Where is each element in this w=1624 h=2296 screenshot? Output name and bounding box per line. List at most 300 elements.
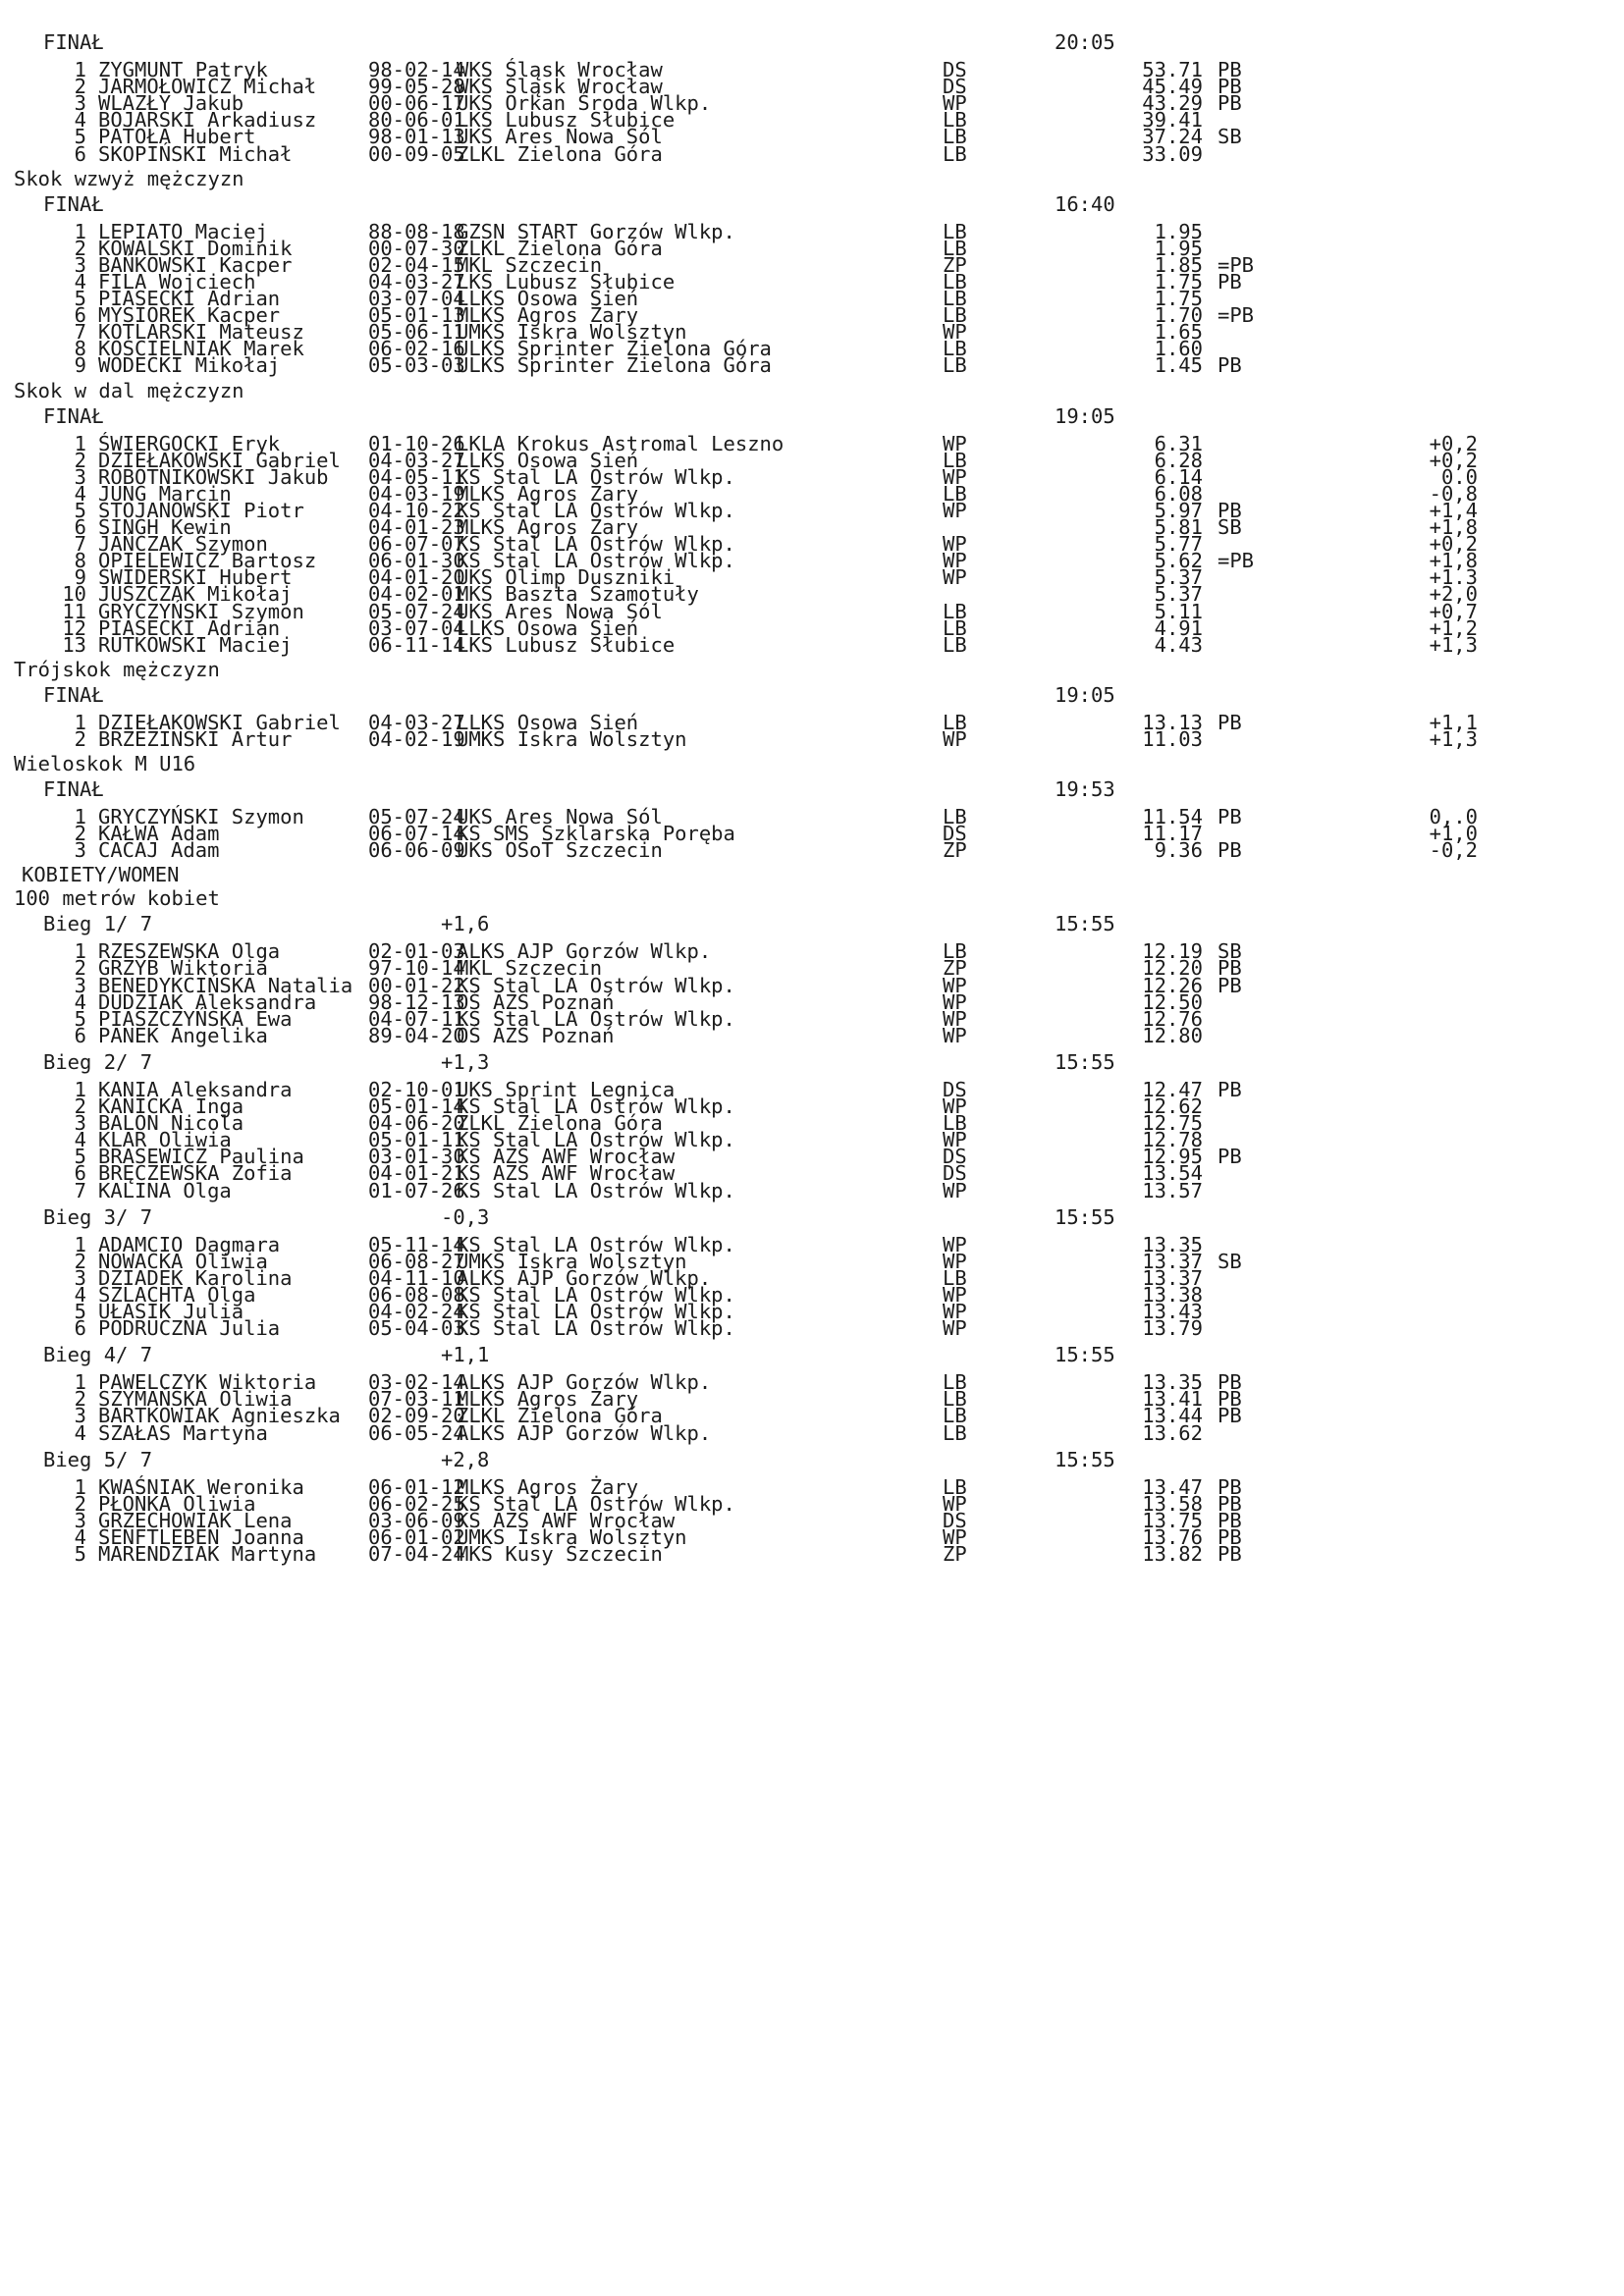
region-code: ZP — [943, 838, 967, 863]
club-name: KS Stal LA Ostrów Wlkp. — [457, 1006, 735, 1031]
region-code: LB — [943, 805, 967, 828]
round-label: FINAŁ — [43, 777, 104, 801]
club-name: KS AZS AWF Wrocław — [457, 1145, 676, 1169]
athlete-name: ADAMCIO Dagmara — [98, 1232, 281, 1256]
wind-value: +1.3 — [1429, 565, 1478, 590]
birth-date: 04-06-20 — [368, 1111, 465, 1136]
club-name: KS AZS AWF Wrocław — [457, 1508, 676, 1532]
rank: 2 — [74, 1095, 86, 1118]
rank: 2 — [74, 1491, 86, 1516]
round-time: 15:55 — [1055, 1343, 1115, 1367]
round-time: 16:40 — [1055, 191, 1115, 216]
athlete-name: KOTLARSKI Mateusz — [98, 320, 304, 345]
region-code: LB — [943, 448, 967, 472]
result-row — [0, 1421, 1532, 1445]
rank: 2 — [74, 1387, 86, 1412]
athlete-name: UŁASIK Julia — [98, 1300, 244, 1323]
rank: 6 — [74, 303, 86, 328]
rank: 3 — [74, 1111, 86, 1136]
result-value: 1.95 — [1154, 219, 1203, 243]
result-value: 1.45 — [1154, 353, 1203, 378]
athlete-name: JARMOŁOWICZ Michał — [98, 75, 317, 99]
birth-date: 03-07-04 — [368, 287, 465, 310]
region-code: WP — [943, 498, 967, 522]
round-time: 20:05 — [1055, 30, 1115, 54]
region-code: WP — [943, 549, 967, 573]
athlete-name: SKOPIŃSKI Michał — [98, 141, 293, 166]
athlete-name: PANEK Angelika — [98, 1023, 268, 1047]
result-row — [0, 727, 1532, 751]
birth-date: 06-01-02 — [368, 1524, 465, 1549]
athlete-name: KANIA Aleksandra — [98, 1077, 293, 1101]
rank: 3 — [74, 838, 86, 863]
result-value: 13.79 — [1142, 1316, 1203, 1341]
result-value: 4.91 — [1154, 615, 1203, 640]
region-code: WP — [943, 1491, 967, 1516]
birth-date: 04-02-19 — [368, 726, 465, 751]
region-code: WP — [943, 1316, 967, 1341]
result-value: 13.35 — [1142, 1232, 1203, 1256]
rank: 3 — [74, 973, 86, 997]
birth-date: 02-09-20 — [368, 1404, 465, 1428]
rank: 1 — [74, 1232, 86, 1256]
record-note: =PB — [1218, 252, 1255, 277]
result-value: 12.47 — [1142, 1077, 1203, 1101]
birth-date: 00-06-17 — [368, 91, 465, 116]
region-code: LB — [943, 1387, 967, 1412]
result-value: 12.50 — [1142, 989, 1203, 1014]
rank: 6 — [74, 1161, 86, 1186]
athlete-name: BRZEZINSKI Artur — [98, 726, 293, 751]
region-code: LB — [943, 337, 967, 361]
result-value: 1.75 — [1154, 287, 1203, 310]
birth-date: 05-11-14 — [368, 1232, 465, 1256]
club-name: KS Stal LA Ostrów Wlkp. — [457, 1300, 735, 1323]
birth-date: 05-01-11 — [368, 1128, 465, 1152]
result-value: 13.43 — [1142, 1300, 1203, 1323]
event-text: Trójskok mężczyzn — [14, 657, 220, 681]
result-row — [0, 1316, 1532, 1340]
record-note: PB — [1218, 710, 1242, 734]
result-value: 5.62 — [1154, 549, 1203, 573]
region-code: LB — [943, 1111, 967, 1136]
club-name: ULKS Sprinter Zielona Góra — [457, 353, 772, 378]
athlete-name: RUTKOWSKI Maciej — [98, 632, 293, 657]
club-name: UKS OSoT Szczecin — [457, 838, 663, 863]
region-code: LB — [943, 939, 967, 964]
rank: 1 — [74, 1370, 86, 1395]
rank: 4 — [74, 269, 86, 294]
athlete-name: JUSZCZAK Mikołaj — [98, 582, 293, 607]
club-name: LKS Lubusz Słubice — [457, 269, 676, 294]
result-value: 5.77 — [1154, 532, 1203, 557]
region-code: LB — [943, 481, 967, 506]
wind-value: 0,.0 — [1429, 805, 1478, 828]
club-name: KS Stal LA Ostrów Wlkp. — [457, 498, 735, 522]
rank: 4 — [74, 1420, 86, 1445]
birth-date: 98-01-13 — [368, 125, 465, 149]
rank: 9 — [74, 565, 86, 590]
club-name: MLKS Agros Żary — [457, 1474, 639, 1499]
result-row — [0, 353, 1532, 377]
result-value: 11.17 — [1142, 822, 1203, 846]
club-name: UMKS Iskra Wolsztyn — [457, 320, 687, 345]
record-note: PB — [1218, 956, 1242, 981]
athlete-name: BAŃKOWSKI Kacper — [98, 252, 293, 277]
region-code: LB — [943, 599, 967, 623]
result-row — [0, 633, 1532, 657]
result-value: 12.20 — [1142, 956, 1203, 981]
rank: 1 — [74, 710, 86, 734]
region-code: WP — [943, 726, 967, 751]
club-name: ZLKL Zielona Góra — [457, 141, 663, 166]
club-name: KS Stal LA Ostrów Wlkp. — [457, 1178, 735, 1202]
region-code: LB — [943, 1265, 967, 1290]
event-title — [14, 752, 897, 775]
rank: 3 — [74, 464, 86, 489]
club-name: ALKS AJP Gorzów Wlkp. — [457, 939, 712, 964]
round-header — [43, 1448, 1221, 1471]
rank: 5 — [74, 287, 86, 310]
rank: 5 — [74, 125, 86, 149]
rank: 11 — [62, 599, 86, 623]
round-time: 19:53 — [1055, 777, 1115, 801]
region-code: DS — [943, 822, 967, 846]
rank: 7 — [74, 532, 86, 557]
birth-date: 06-02-25 — [368, 1491, 465, 1516]
club-name: OŚ AZS Poznań — [457, 1023, 615, 1047]
birth-date: 03-07-04 — [368, 615, 465, 640]
rank: 1 — [74, 431, 86, 455]
athlete-name: OPIELEWICZ Bartosz — [98, 549, 317, 573]
athlete-name: KANICKA Inga — [98, 1095, 244, 1118]
rank: 13 — [62, 632, 86, 657]
rank: 2 — [74, 448, 86, 472]
rank: 12 — [62, 615, 86, 640]
result-value: 13.47 — [1142, 1474, 1203, 1499]
region-code: LB — [943, 1370, 967, 1395]
birth-date: 04-11-10 — [368, 1265, 465, 1290]
region-code: LB — [943, 632, 967, 657]
region-code: LB — [943, 269, 967, 294]
region-code: WP — [943, 989, 967, 1014]
rank: 4 — [74, 1128, 86, 1152]
result-value: 33.09 — [1142, 141, 1203, 166]
club-name: KS Stal LA Ostrów Wlkp. — [457, 532, 735, 557]
result-row — [0, 1542, 1532, 1566]
birth-date: 06-08-08 — [368, 1282, 465, 1307]
club-name: ALKS AJP Gorzów Wlkp. — [457, 1265, 712, 1290]
athlete-name: WODECKI Mikołaj — [98, 353, 281, 378]
result-value: 13.35 — [1142, 1370, 1203, 1395]
birth-date: 00-01-22 — [368, 973, 465, 997]
rank: 4 — [74, 1524, 86, 1549]
athlete-name: BRĘCZEWSKA Zofia — [98, 1161, 293, 1186]
club-name: LLKS Osowa Sień — [457, 615, 639, 640]
round-header — [43, 683, 1221, 707]
round-label: Bieg 3/ 7 — [43, 1204, 153, 1229]
athlete-name: JUNG Marcin — [98, 481, 232, 506]
club-name: WKS Śląsk Wrocław — [457, 75, 663, 99]
round-label: Bieg 4/ 7 — [43, 1343, 153, 1367]
result-value: 12.62 — [1142, 1095, 1203, 1118]
athlete-name: RZESZEWSKA Olga — [98, 939, 281, 964]
rank: 5 — [74, 498, 86, 522]
record-note: PB — [1218, 269, 1242, 294]
record-note: PB — [1218, 1542, 1242, 1566]
result-value: 12.26 — [1142, 973, 1203, 997]
region-code: ZP — [943, 956, 967, 981]
club-name: ALKS AJP Gorzów Wlkp. — [457, 1370, 712, 1395]
rank: 2 — [74, 75, 86, 99]
wind-value: +1,4 — [1429, 498, 1478, 522]
athlete-name: GRYCZYŃSKI Szymon — [98, 599, 304, 623]
athlete-name: PIASZCZYŃSKA Ewa — [98, 1006, 293, 1031]
club-name: MLKS Agros Żary — [457, 515, 639, 539]
result-value: 1.60 — [1154, 337, 1203, 361]
rank: 4 — [74, 481, 86, 506]
region-code: LB — [943, 353, 967, 378]
birth-date: 06-07-07 — [368, 532, 465, 557]
rank: 5 — [74, 1542, 86, 1566]
birth-date: 06-11-14 — [368, 632, 465, 657]
round-wind: -0,3 — [441, 1204, 490, 1229]
birth-date: 02-01-03 — [368, 939, 465, 964]
birth-date: 04-05-11 — [368, 464, 465, 489]
birth-date: 05-07-24 — [368, 805, 465, 828]
club-name: MLKS Agros Żary — [457, 1387, 639, 1412]
region-code: LB — [943, 1404, 967, 1428]
event-title — [14, 658, 897, 681]
event-title — [14, 886, 897, 910]
rank: 3 — [74, 1265, 86, 1290]
wind-value: +1,0 — [1429, 822, 1478, 846]
rank: 5 — [74, 1006, 86, 1031]
round-header — [43, 912, 1221, 935]
club-name: KS Stal LA Ostrów Wlkp. — [457, 1282, 735, 1307]
result-value: 1.85 — [1154, 252, 1203, 277]
region-code: LB — [943, 141, 967, 166]
birth-date: 06-02-16 — [368, 337, 465, 361]
birth-date: 04-01-20 — [368, 565, 465, 590]
round-header — [43, 1343, 1221, 1366]
birth-date: 02-04-15 — [368, 252, 465, 277]
rank: 4 — [74, 1282, 86, 1307]
birth-date: 00-09-05 — [368, 141, 465, 166]
rank: 1 — [74, 805, 86, 828]
athlete-name: PIASECKI Adrian — [98, 615, 281, 640]
result-value: 13.57 — [1142, 1178, 1203, 1202]
athlete-name: LEPIATO Maciej — [98, 219, 268, 243]
birth-date: 04-10-22 — [368, 498, 465, 522]
rank: 6 — [74, 1316, 86, 1341]
result-value: 5.37 — [1154, 565, 1203, 590]
rank: 1 — [74, 1077, 86, 1101]
round-wind: +1,1 — [441, 1343, 490, 1367]
wind-value: +0,2 — [1429, 532, 1478, 557]
result-value: 9.36 — [1154, 838, 1203, 863]
birth-date: 89-04-20 — [368, 1023, 465, 1047]
birth-date: 04-03-27 — [368, 269, 465, 294]
athlete-name: DUDZIAK Aleksandra — [98, 989, 317, 1014]
region-code: WP — [943, 973, 967, 997]
club-name: WKS Śląsk Wrocław — [457, 58, 663, 81]
club-name: MKL Szczecin — [457, 252, 603, 277]
region-code: DS — [943, 1161, 967, 1186]
club-name: KS AZS AWF Wrocław — [457, 1161, 676, 1186]
rank: 4 — [74, 108, 86, 133]
athlete-name: KOŚCIELNIAK Marek — [98, 337, 304, 361]
athlete-name: NOWACKA Oliwia — [98, 1249, 268, 1273]
club-name: MKS Baszta Szamotuły — [457, 582, 699, 607]
round-label: FINAŁ — [43, 682, 104, 707]
result-value: 6.28 — [1154, 448, 1203, 472]
result-value: 13.44 — [1142, 1404, 1203, 1428]
club-name: MKL Szczecin — [457, 956, 603, 981]
result-value: 53.71 — [1142, 58, 1203, 81]
rank: 1 — [74, 1474, 86, 1499]
club-name: UKS Ares Nowa Sól — [457, 805, 663, 828]
record-note: PB — [1218, 838, 1242, 863]
rank: 6 — [74, 515, 86, 539]
birth-date: 06-01-30 — [368, 549, 465, 573]
rank: 7 — [74, 1178, 86, 1202]
birth-date: 04-03-27 — [368, 710, 465, 734]
record-note: PB — [1218, 1387, 1242, 1412]
region-code: ZP — [943, 252, 967, 277]
athlete-name: SZLACHTA Olga — [98, 1282, 256, 1307]
event-text: Skok wzwyż mężczyzn — [14, 166, 244, 190]
record-note: PB — [1218, 1145, 1242, 1169]
region-code: LB — [943, 108, 967, 133]
birth-date: 04-02-24 — [368, 1300, 465, 1323]
result-row — [0, 1179, 1532, 1202]
region-code: LB — [943, 1420, 967, 1445]
rank: 7 — [74, 320, 86, 345]
region-code: DS — [943, 1145, 967, 1169]
athlete-name: BENEDYKCIŃSKA Natalia — [98, 973, 353, 997]
club-name: UKS Ares Nowa Sól — [457, 599, 663, 623]
athlete-name: DZIEŁAKOWSKI Gabriel — [98, 710, 341, 734]
birth-date: 00-07-30 — [368, 236, 465, 260]
athlete-name: GRYCZYŃSKI Szymon — [98, 805, 304, 828]
birth-date: 05-06-11 — [368, 320, 465, 345]
result-value: 13.37 — [1142, 1249, 1203, 1273]
category-title — [22, 863, 905, 886]
record-note: PB — [1218, 1370, 1242, 1395]
athlete-name: BALON Nicola — [98, 1111, 244, 1136]
round-time: 15:55 — [1055, 1204, 1115, 1229]
athlete-name: KAŁWA Adam — [98, 822, 220, 846]
athlete-name: JAŃCZAK Szymon — [98, 532, 268, 557]
club-name: UMKS Iskra Wolsztyn — [457, 1524, 687, 1549]
club-name: KS Stal LA Ostrów Wlkp. — [457, 1128, 735, 1152]
record-note: SB — [1218, 125, 1242, 149]
athlete-name: MYSIOREK Kacper — [98, 303, 281, 328]
record-note: =PB — [1218, 303, 1255, 328]
event-text: 100 metrów kobiet — [14, 886, 220, 911]
result-value: 13.76 — [1142, 1524, 1203, 1549]
result-value: 13.82 — [1142, 1542, 1203, 1566]
birth-date: 06-07-14 — [368, 822, 465, 846]
athlete-name: PAWELCZYK Wiktoria — [98, 1370, 317, 1395]
round-header — [43, 404, 1221, 428]
wind-value: 0.0 — [1440, 464, 1478, 489]
region-code: WP — [943, 1232, 967, 1256]
birth-date: 03-01-30 — [368, 1145, 465, 1169]
club-name: KS Stal LA Ostrów Wlkp. — [457, 1316, 735, 1341]
athlete-name: SZAŁAS Martyna — [98, 1420, 268, 1445]
record-note: SB — [1218, 939, 1242, 964]
rank: 3 — [74, 91, 86, 116]
round-label: FINAŁ — [43, 191, 104, 216]
result-value: 12.19 — [1142, 939, 1203, 964]
result-value: 6.14 — [1154, 464, 1203, 489]
athlete-name: BRASEWICZ Paulina — [98, 1145, 304, 1169]
result-row — [0, 1024, 1532, 1047]
round-time: 19:05 — [1055, 403, 1115, 428]
wind-value: +0,2 — [1429, 431, 1478, 455]
athlete-name: KALINA Olga — [98, 1178, 232, 1202]
birth-date: 98-12-13 — [368, 989, 465, 1014]
club-name: OŚ AZS Poznań — [457, 989, 615, 1014]
rank: 2 — [74, 822, 86, 846]
club-name: KS Stal LA Ostrów Wlkp. — [457, 464, 735, 489]
wind-value: +1,1 — [1429, 710, 1478, 734]
record-note: PB — [1218, 973, 1242, 997]
rank: 8 — [74, 549, 86, 573]
athlete-name: KLAR Oliwia — [98, 1128, 232, 1152]
region-code: DS — [943, 1077, 967, 1101]
athlete-name: CACAJ Adam — [98, 838, 220, 863]
round-label: Bieg 5/ 7 — [43, 1447, 153, 1471]
club-name: ALKS AJP Gorzów Wlkp. — [457, 1420, 712, 1445]
birth-date: 06-06-09 — [368, 838, 465, 863]
record-note: PB — [1218, 1404, 1242, 1428]
region-code: WP — [943, 1006, 967, 1031]
result-value: 12.80 — [1142, 1023, 1203, 1047]
birth-date: 05-01-14 — [368, 1095, 465, 1118]
region-code: WP — [943, 532, 967, 557]
rank: 1 — [74, 58, 86, 81]
wind-value: +1,3 — [1429, 632, 1478, 657]
rank: 1 — [74, 219, 86, 243]
birth-date: 02-10-01 — [368, 1077, 465, 1101]
club-name: UKS Sprint Legnica — [457, 1077, 676, 1101]
record-note: PB — [1218, 91, 1242, 116]
club-name: LLKS Osowa Sień — [457, 287, 639, 310]
club-name: LKLA Krokus Astromal Leszno — [457, 431, 785, 455]
athlete-name: DZIADEK Karolina — [98, 1265, 293, 1290]
wind-value: +2,0 — [1429, 582, 1478, 607]
club-name: ZLKL Zielona Góra — [457, 1111, 663, 1136]
result-value: 43.29 — [1142, 91, 1203, 116]
club-name: UKS Ares Nowa Sól — [457, 125, 663, 149]
birth-date: 06-08-27 — [368, 1249, 465, 1273]
athlete-name: WLAZŁY Jakub — [98, 91, 244, 116]
birth-date: 05-03-03 — [368, 353, 465, 378]
club-name: ULKS Sprinter Zielona Góra — [457, 337, 772, 361]
birth-date: 04-01-21 — [368, 1161, 465, 1186]
result-value: 5.97 — [1154, 498, 1203, 522]
result-value: 13.62 — [1142, 1420, 1203, 1445]
rank: 9 — [74, 353, 86, 378]
club-name: UMKS Iskra Wolsztyn — [457, 1249, 687, 1273]
record-note: PB — [1218, 1491, 1242, 1516]
region-code: WP — [943, 1023, 967, 1047]
rank: 5 — [74, 1300, 86, 1323]
region-code: DS — [943, 1508, 967, 1532]
